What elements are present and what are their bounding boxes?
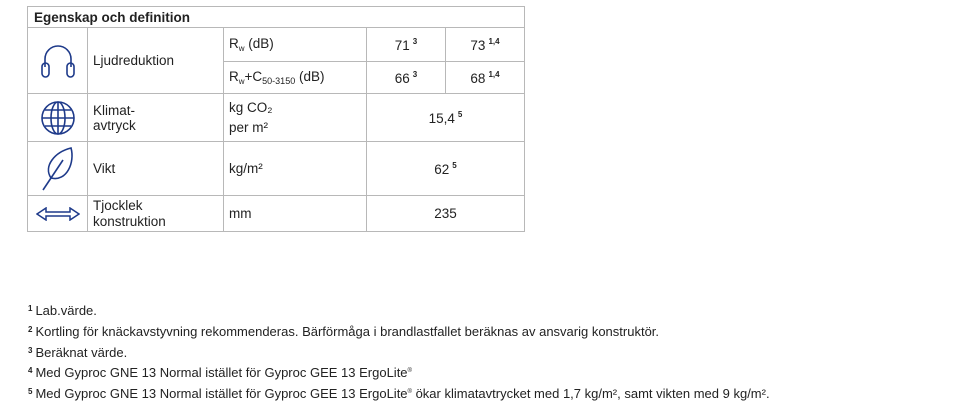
property-label: Ljudreduktion — [88, 28, 224, 94]
value-cell: 71 $^3$ — [367, 28, 446, 62]
footnote: $^5$ Med Gyproc GNE 13 Normal istället för Gyproc GEE 13 ErgoLite® ökar klimatavtrycket med 1,7 kg/m², samt vikten med 9 kg/m². — [28, 386, 770, 402]
headphones-icon — [28, 28, 88, 94]
footnote: $^2$ Kortling för knäckavstyvning rekommenderas. Bärförmåga i brandlastfallet beräknas av ansvarig konstruktör. — [28, 323, 660, 339]
value-cell: 62 $^5$ — [367, 142, 525, 196]
value-cell: 15,4 $^5$ — [367, 94, 525, 142]
footnote: $^3$ Beräknat värde. — [28, 344, 128, 360]
unit-label: mm — [224, 196, 367, 232]
value-cell: 73 $^{1,4}$ — [446, 28, 525, 62]
table-row — [28, 28, 525, 62]
double-arrow-icon — [28, 196, 88, 232]
table-header: Egenskap och definition — [28, 7, 525, 28]
table-row — [28, 142, 525, 196]
unit-label: kg/m² — [224, 142, 367, 196]
value-cell: 66 $^3$ — [367, 62, 446, 94]
leaf-icon — [28, 142, 88, 196]
footnotes — [28, 300, 770, 404]
footnote: $^4$ Med Gyproc GNE 13 Normal istället för Gyproc GEE 13 ErgoLite® — [28, 365, 412, 381]
unit-label: kg CO₂ per m² — [224, 94, 367, 142]
value-cell: 235 — [367, 196, 525, 232]
table-row — [28, 196, 525, 232]
properties-table — [27, 6, 525, 232]
property-label: Klimat- avtryck — [88, 94, 224, 142]
footnote: $^1$ Lab.värde. — [28, 303, 97, 318]
globe-icon — [28, 94, 88, 142]
property-label: Vikt — [88, 142, 224, 196]
property-label: Tjocklek konstruktion — [88, 196, 224, 232]
table-row — [28, 94, 525, 142]
unit-label: $R_w+C_{50-3150}$ (dB) — [224, 62, 367, 94]
unit-label: $R_w$ (dB) — [224, 28, 367, 62]
value-cell: 68 $^{1,4}$ — [446, 62, 525, 94]
